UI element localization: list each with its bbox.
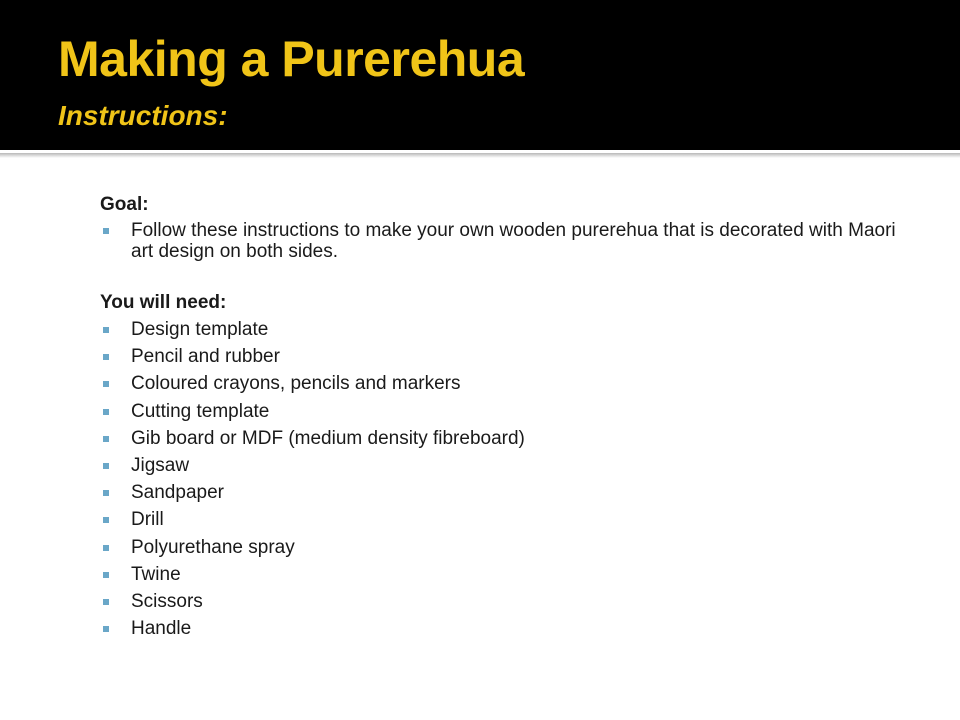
- goal-text: Follow these instructions to make your own wooden purerehua that is decorated with Maori art design on both sides.: [131, 220, 896, 262]
- needs-item-text: Coloured crayons, pencils and markers: [131, 373, 461, 395]
- list-item: [100, 220, 920, 262]
- needs-item-text: Pencil and rubber: [131, 346, 280, 368]
- needs-item-text: Twine: [131, 563, 181, 585]
- square-bullet-icon: [103, 463, 109, 469]
- list-item: [100, 370, 920, 397]
- list-item: [100, 588, 920, 615]
- square-bullet-icon: [103, 228, 109, 234]
- list-item: [100, 343, 920, 370]
- square-bullet-icon: [103, 517, 109, 523]
- square-bullet-icon: [103, 436, 109, 442]
- needs-item-text: Gib board or MDF (medium density fibreboard): [131, 427, 525, 449]
- square-bullet-icon: [103, 381, 109, 387]
- slide-body: [100, 192, 920, 642]
- needs-heading: You will need:: [100, 292, 227, 313]
- square-bullet-icon: [103, 599, 109, 605]
- header-shadow: [0, 153, 960, 158]
- goal-list: [100, 220, 920, 262]
- list-item: [100, 506, 920, 533]
- needs-item-text: Handle: [131, 618, 192, 640]
- square-bullet-icon: [103, 327, 109, 333]
- list-item: [100, 615, 920, 642]
- list-item: [100, 534, 920, 561]
- needs-list: [100, 316, 920, 642]
- needs-item-text: Cutting template: [131, 400, 270, 422]
- list-item: [100, 316, 920, 343]
- square-bullet-icon: [103, 409, 109, 415]
- square-bullet-icon: [103, 354, 109, 360]
- needs-item-text: Scissors: [131, 591, 203, 613]
- goal-heading: Goal:: [100, 194, 149, 215]
- needs-item-text: Jigsaw: [131, 455, 190, 477]
- title-bar: [0, 0, 960, 150]
- needs-item-text: Polyurethane spray: [131, 536, 295, 558]
- needs-item-text: Design template: [131, 319, 269, 340]
- list-item: [100, 398, 920, 425]
- needs-item-text: Sandpaper: [131, 482, 224, 504]
- list-item: [100, 425, 920, 452]
- list-item: [100, 452, 920, 479]
- square-bullet-icon: [103, 545, 109, 551]
- list-item: [100, 561, 920, 588]
- needs-item-text: Drill: [131, 509, 164, 531]
- square-bullet-icon: [103, 626, 109, 632]
- square-bullet-icon: [103, 490, 109, 496]
- slide-title: Making a Purerehua: [58, 31, 525, 87]
- square-bullet-icon: [103, 572, 109, 578]
- slide-subtitle: Instructions:: [58, 100, 228, 131]
- list-item: [100, 479, 920, 506]
